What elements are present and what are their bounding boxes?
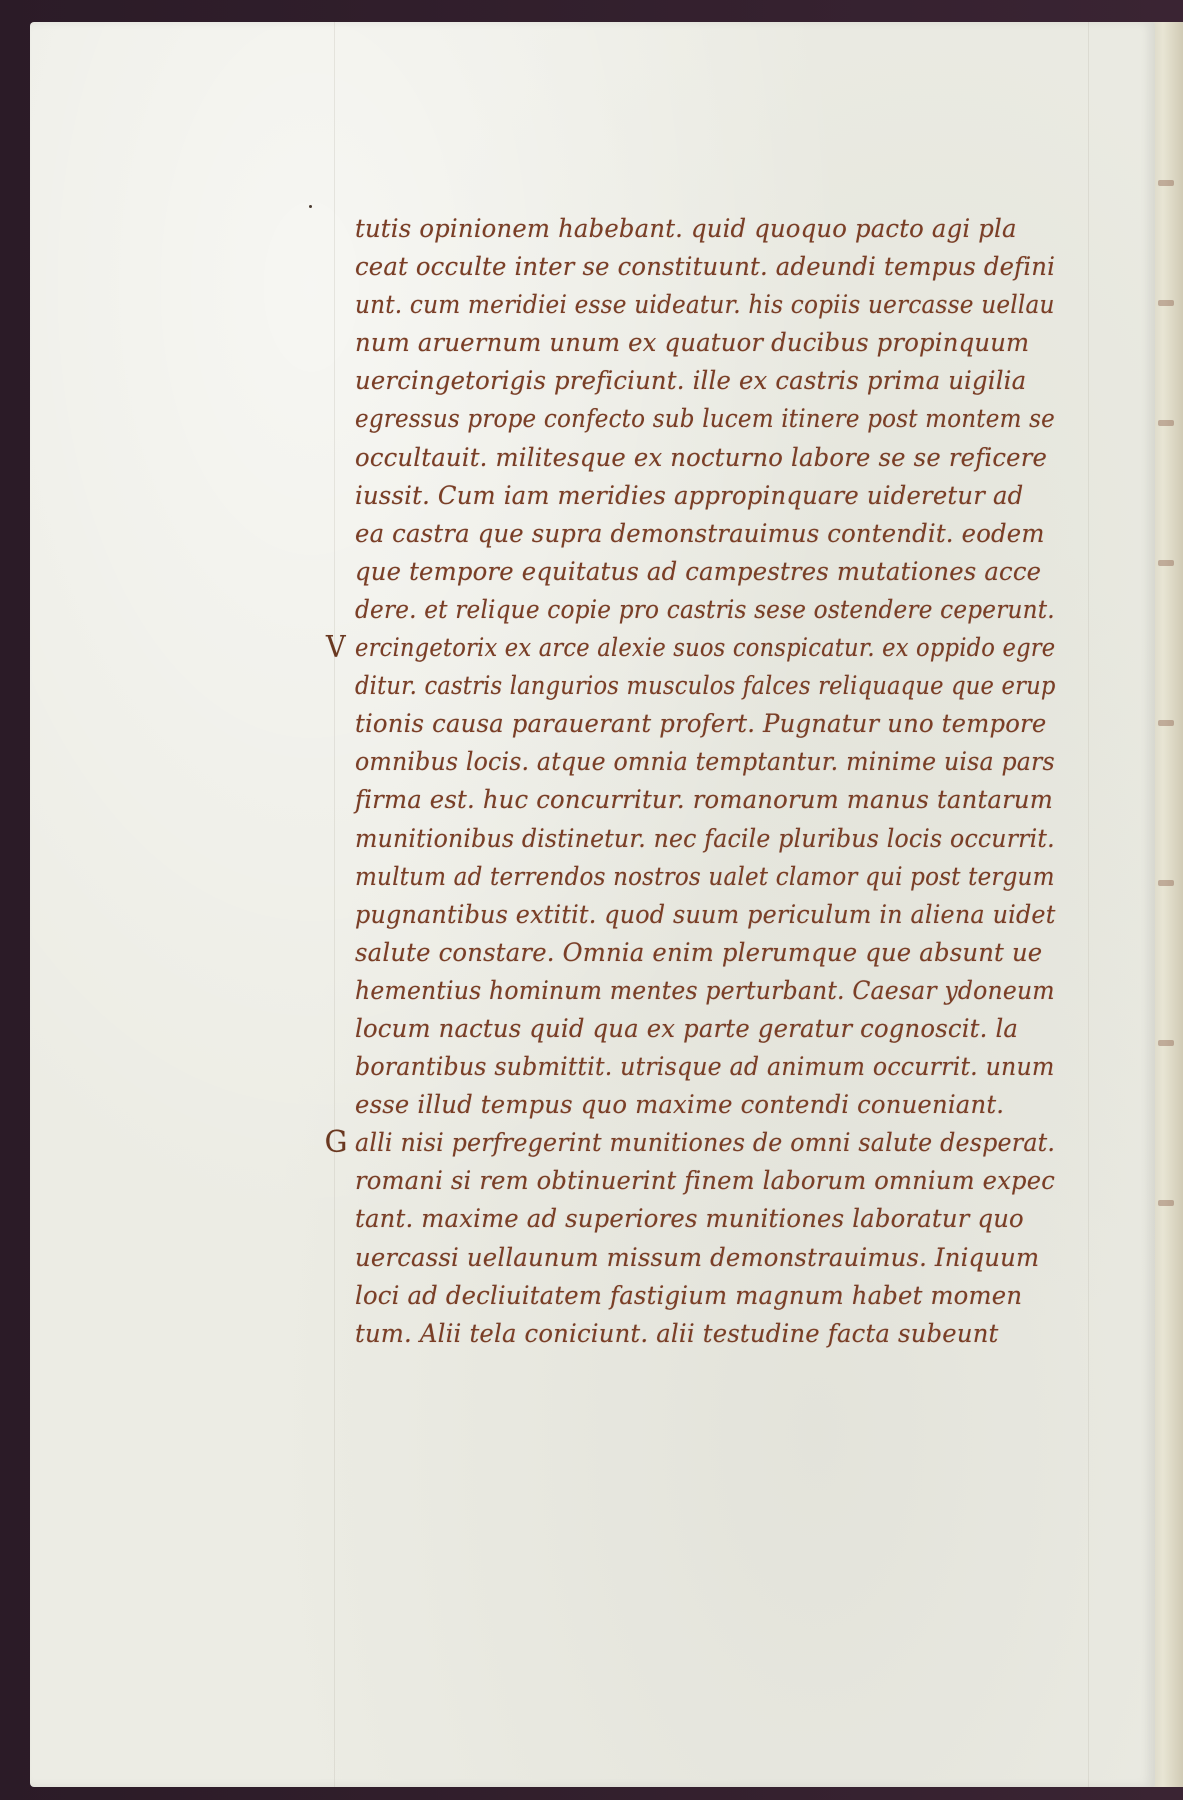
text-line: esse illud tempus quo maxime contendi conueniant.: [355, 1090, 1005, 1120]
text-line: firma est. huc concurritur. romanorum manus tantarum: [355, 785, 1053, 815]
text-line: [326, 629, 1056, 667]
text-line: dere. et relique copie pro castris sese ostendere ceperunt.: [355, 594, 1055, 624]
edge-mark: [1158, 420, 1174, 426]
text-line: locum nactus quid qua ex parte geratur cognoscit. la: [355, 1013, 1019, 1043]
edge-mark: [1158, 1200, 1174, 1206]
text-line: egressus prope confecto sub lucem itinere post montem se: [355, 404, 1055, 434]
text-line: salute constare. Omnia enim plerumque que absunt ue: [355, 937, 1043, 967]
text-line-content: alli nisi perfregerint munitiones de omni salute desperat.: [355, 1128, 1056, 1158]
ruling-line: [1088, 22, 1089, 1787]
text-line: tum. Alii tela coniciunt. alii testudine facta subeunt: [355, 1318, 999, 1348]
text-line: omnibus locis. atque omnia temptantur. minime uisa pars: [355, 747, 1055, 777]
text-line: uercingetorigis preficiunt. ille ex castris prima uigilia: [355, 366, 1027, 396]
text-line: romani si rem obtinuerint finem laborum omnium expec: [355, 1166, 1055, 1196]
text-line: borantibus submittit. utrisque ad animum occurrit. unum: [355, 1052, 1055, 1082]
text-line: que tempore equitatus ad campestres mutationes acce: [355, 556, 1042, 586]
text-line: ditur. castris langurios musculos falces reliquaque que erup: [355, 671, 1056, 701]
text-line-content: ercingetorix ex arce alexie suos conspicatur. ex oppido egre: [355, 633, 1056, 663]
text-line: [324, 1124, 1056, 1162]
text-line: tionis causa parauerant profert. Pugnatur uno tempore: [355, 709, 1047, 739]
edge-mark: [1158, 560, 1174, 566]
text-line: loci ad decliuitatem fastigium magnum habet momen: [355, 1280, 1023, 1310]
text-line: tutis opinionem habebant. quid quoquo pacto agi pla: [355, 214, 1017, 243]
edge-mark: [1158, 180, 1174, 186]
ruling-line: [334, 22, 335, 1787]
text-line: munitionibus distinetur. nec facile pluribus locis occurrit.: [355, 823, 1055, 853]
text-line: ceat occulte inter se constituunt. adeundi tempus defini: [355, 252, 1056, 282]
text-line: multum ad terrendos nostros ualet clamor qui post tergum: [355, 861, 1055, 891]
text-line: ea castra que supra demonstrauimus contendit. eodem: [355, 518, 1045, 548]
edge-mark: [1158, 300, 1174, 306]
edge-mark: [1158, 720, 1174, 726]
text-line: iussit. Cum iam meridies appropinquare uideretur ad: [355, 480, 1024, 510]
text-line: tant. maxime ad superiores munitiones laboratur quo: [355, 1204, 1024, 1234]
edge-mark: [1158, 880, 1174, 886]
initial-letter: V: [326, 630, 346, 666]
manuscript-text: [324, 210, 1075, 1353]
prick-mark: [309, 205, 312, 208]
edge-mark: [1158, 1040, 1174, 1046]
text-line: hementius hominum mentes perturbant. Caesar ydoneum: [355, 975, 1055, 1005]
text-line: pugnantibus extitit. quod suum periculum in aliena uidet: [355, 899, 1056, 929]
text-line: occultauit. militesque ex nocturno labore se se reficere: [355, 442, 1048, 472]
text-line: uercassi uellaunum missum demonstrauimus. Iniquum: [355, 1242, 1040, 1272]
text-line: unt. cum meridiei esse uideatur. his copiis uercasse uellau: [355, 290, 1055, 320]
text-line: num aruernum unum ex quatuor ducibus propinquum: [355, 328, 1030, 358]
initial-letter: G: [324, 1125, 348, 1161]
